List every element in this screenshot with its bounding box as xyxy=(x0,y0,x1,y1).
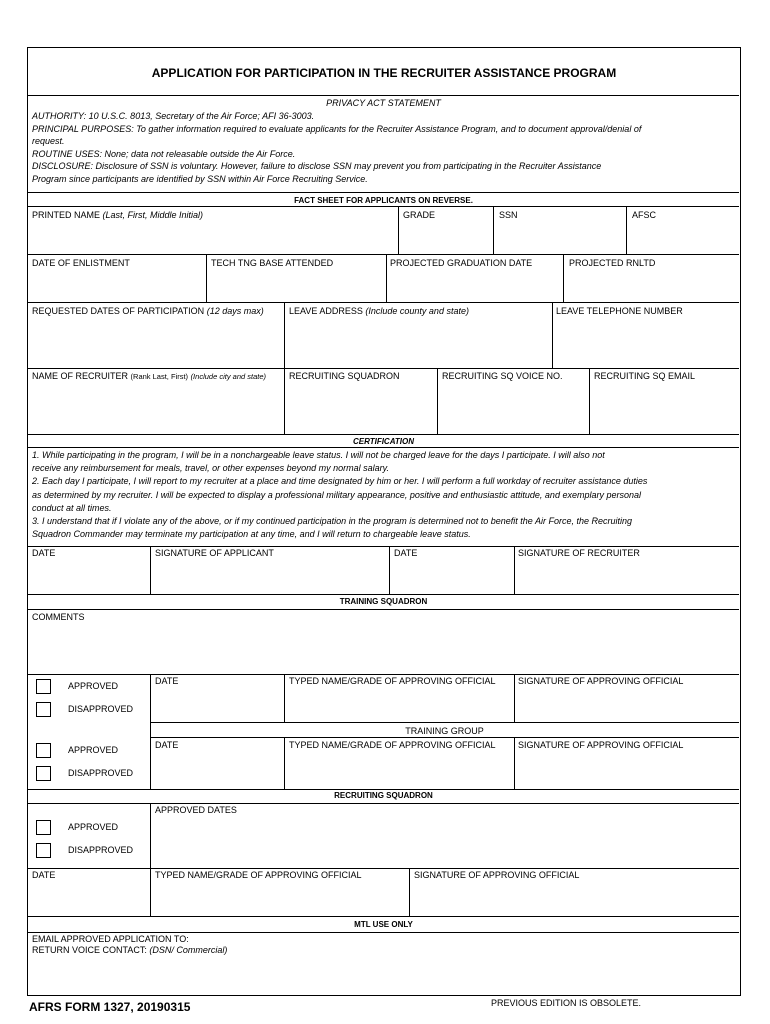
date-label: DATE xyxy=(394,548,418,558)
ts-disapproved-label: DISAPPROVED xyxy=(68,704,134,714)
sig-recruiter-label: SIGNATURE OF RECRUITER xyxy=(518,548,640,558)
tg-approved-label: APPROVED xyxy=(68,745,119,755)
training-squadron-heading: TRAINING SQUADRON xyxy=(339,597,428,606)
rs-date-field[interactable] xyxy=(28,881,149,915)
tech-tng-field[interactable] xyxy=(207,268,385,301)
recruiter-name-field[interactable] xyxy=(28,383,283,433)
afsc-field[interactable] xyxy=(627,219,739,253)
rs-approved-checkbox[interactable] xyxy=(36,820,51,835)
ts-date-label: DATE xyxy=(155,676,179,686)
tg-disapproved-checkbox[interactable] xyxy=(36,766,51,781)
form-id: AFRS FORM 1327, 20190315 xyxy=(29,1000,191,1014)
recruiter-name-label: NAME OF RECRUITER (Rank Last, First) (Include city and state) xyxy=(32,371,267,381)
ts-approved-label: APPROVED xyxy=(68,681,119,691)
printed-name-field[interactable] xyxy=(28,219,397,253)
divider xyxy=(28,95,739,96)
recruiter-signature-field[interactable] xyxy=(515,559,739,593)
rs-disapproved-checkbox[interactable] xyxy=(36,843,51,858)
ts-disapproved-checkbox[interactable] xyxy=(36,702,51,717)
tg-typed-name-label: TYPED NAME/GRADE OF APPROVING OFFICIAL xyxy=(289,740,496,750)
recruiting-squadron-heading: RECRUITING SQUADRON xyxy=(334,791,433,800)
ts-typed-name-label: TYPED NAME/GRADE OF APPROVING OFFICIAL xyxy=(289,676,496,686)
leave-address-label: LEAVE ADDRESS (Include county and state) xyxy=(289,306,469,316)
tg-typed-name-field[interactable] xyxy=(285,751,513,788)
projected-rnltd-field[interactable] xyxy=(564,268,739,301)
requested-dates-field[interactable] xyxy=(28,317,283,367)
tg-signature-field[interactable] xyxy=(515,751,739,788)
recruiting-voice-label: RECRUITING SQ VOICE NO. xyxy=(442,371,563,381)
rs-date-label: DATE xyxy=(32,870,56,880)
projected-grad-field[interactable] xyxy=(387,268,562,301)
leave-address-field[interactable] xyxy=(285,317,551,367)
applicant-date-field[interactable] xyxy=(28,559,149,593)
applicant-signature-field[interactable] xyxy=(151,559,388,593)
approved-dates-label: APPROVED DATES xyxy=(155,805,237,815)
privacy-statement: AUTHORITY: 10 U.S.C. 8013, Secretary of the Air Force; AFI 36-3003. PRINCIPAL PURPOSES: To gather information required to evaluate applicants for the Recruiter Assistance Program, and to document approval/denial of request. ROUTINE USES: None; data not releasable outside the Air Force. DISCLOSURE: Disclosure of SSN is voluntary. However, failure to disclose SSN may prevent you from participating in the Recruiter Assistance Program since participants are identified by SSN within Air Force Recruiting Service. xyxy=(32,111,642,184)
approved-dates-field[interactable] xyxy=(151,816,739,867)
rs-disapproved-label: DISAPPROVED xyxy=(68,845,134,855)
recruiting-squadron-field[interactable] xyxy=(285,383,436,433)
certification-heading: CERTIFICATION xyxy=(352,437,415,446)
tg-disapproved-label: DISAPPROVED xyxy=(68,768,134,778)
training-group-heading: TRAINING GROUP xyxy=(405,726,484,736)
tg-signature-label: SIGNATURE OF APPROVING OFFICIAL xyxy=(518,740,684,750)
form-frame xyxy=(27,47,741,996)
requested-dates-label: REQUESTED DATES OF PARTICIPATION (12 days max) xyxy=(32,306,264,316)
tech-tng-label: TECH TNG BASE ATTENDED xyxy=(211,258,334,268)
afsc-label: AFSC xyxy=(632,210,657,220)
recruiting-squadron-label: RECRUITING SQUADRON xyxy=(289,371,400,381)
ssn-label: SSN xyxy=(499,210,518,220)
fact-sheet-note: FACT SHEET FOR APPLICANTS ON REVERSE. xyxy=(294,196,473,205)
certification-text: 1. While participating in the program, I will be in a nonchargeable leave status. I will not be charged leave for the days I participate. I will also not receive any reimbursement for meals, travel, or other expenses beyond my normal salary. 2. Each day I participate, I will report to my recruiter at a place and time designated by him or her. I will perform a full workday of recruiter assistance duties as determined by my recruiter. I will be expected to display a professional military appearance, positive and enthusiastic attitude, and exemplary personal conduct at all times. 3. I understand that if I violate any of the above, or if my continued participation in the program is determined not to benefit the Air Force, the Recruiting Squadron Commander may terminate my participation at any time, and I will return to chargeable leave status. xyxy=(32,450,648,540)
mtl-field[interactable] xyxy=(28,957,739,994)
ssn-field[interactable] xyxy=(494,219,625,253)
printed-name-label: PRINTED NAME (Last, First, Middle Initial) xyxy=(32,210,204,220)
projected-rnltd-label: PROJECTED RNLTD xyxy=(569,258,656,268)
return-voice-label: RETURN VOICE CONTACT: (DSN/ Commercial) xyxy=(32,945,228,955)
recruiter-date-field[interactable] xyxy=(390,559,513,593)
comments-field[interactable] xyxy=(28,623,739,673)
divider xyxy=(28,192,739,193)
rs-typed-name-label: TYPED NAME/GRADE OF APPROVING OFFICIAL xyxy=(155,870,362,880)
leave-phone-label: LEAVE TELEPHONE NUMBER xyxy=(556,306,683,316)
tg-date-label: DATE xyxy=(155,740,179,750)
previous-edition-note: PREVIOUS EDITION IS OBSOLETE. xyxy=(491,998,642,1008)
projected-grad-label: PROJECTED GRADUATION DATE xyxy=(390,258,533,268)
form-title: APPLICATION FOR PARTICIPATION IN THE RECRUITER ASSISTANCE PROGRAM xyxy=(151,66,617,80)
privacy-heading: PRIVACY ACT STATEMENT xyxy=(326,98,441,108)
recruiting-email-field[interactable] xyxy=(590,383,739,433)
email-approved-label: EMAIL APPROVED APPLICATION TO: xyxy=(32,934,189,944)
date-label: DATE xyxy=(32,548,56,558)
ts-approved-checkbox[interactable] xyxy=(36,679,51,694)
grade-field[interactable] xyxy=(399,219,492,253)
rs-signature-field[interactable] xyxy=(410,881,739,915)
ts-signature-field[interactable] xyxy=(515,687,739,721)
rs-typed-name-field[interactable] xyxy=(151,881,408,915)
recruiting-voice-field[interactable] xyxy=(438,383,588,433)
rs-signature-label: SIGNATURE OF APPROVING OFFICIAL xyxy=(414,870,580,880)
mtl-heading: MTL USE ONLY xyxy=(354,920,413,929)
rs-approved-label: APPROVED xyxy=(68,822,119,832)
ts-typed-name-field[interactable] xyxy=(285,687,513,721)
sig-applicant-label: SIGNATURE OF APPLICANT xyxy=(155,548,274,558)
comments-label: COMMENTS xyxy=(32,612,85,622)
grade-label: GRADE xyxy=(403,210,436,220)
divider xyxy=(28,206,739,207)
tg-date-field[interactable] xyxy=(151,751,283,788)
date-enlistment-label: DATE OF ENLISTMENT xyxy=(32,258,130,268)
date-enlistment-field[interactable] xyxy=(28,268,205,301)
leave-phone-field[interactable] xyxy=(553,317,739,367)
ts-date-field[interactable] xyxy=(151,687,283,721)
tg-approved-checkbox[interactable] xyxy=(36,743,51,758)
recruiting-email-label: RECRUITING SQ EMAIL xyxy=(594,371,696,381)
ts-signature-label: SIGNATURE OF APPROVING OFFICIAL xyxy=(518,676,684,686)
